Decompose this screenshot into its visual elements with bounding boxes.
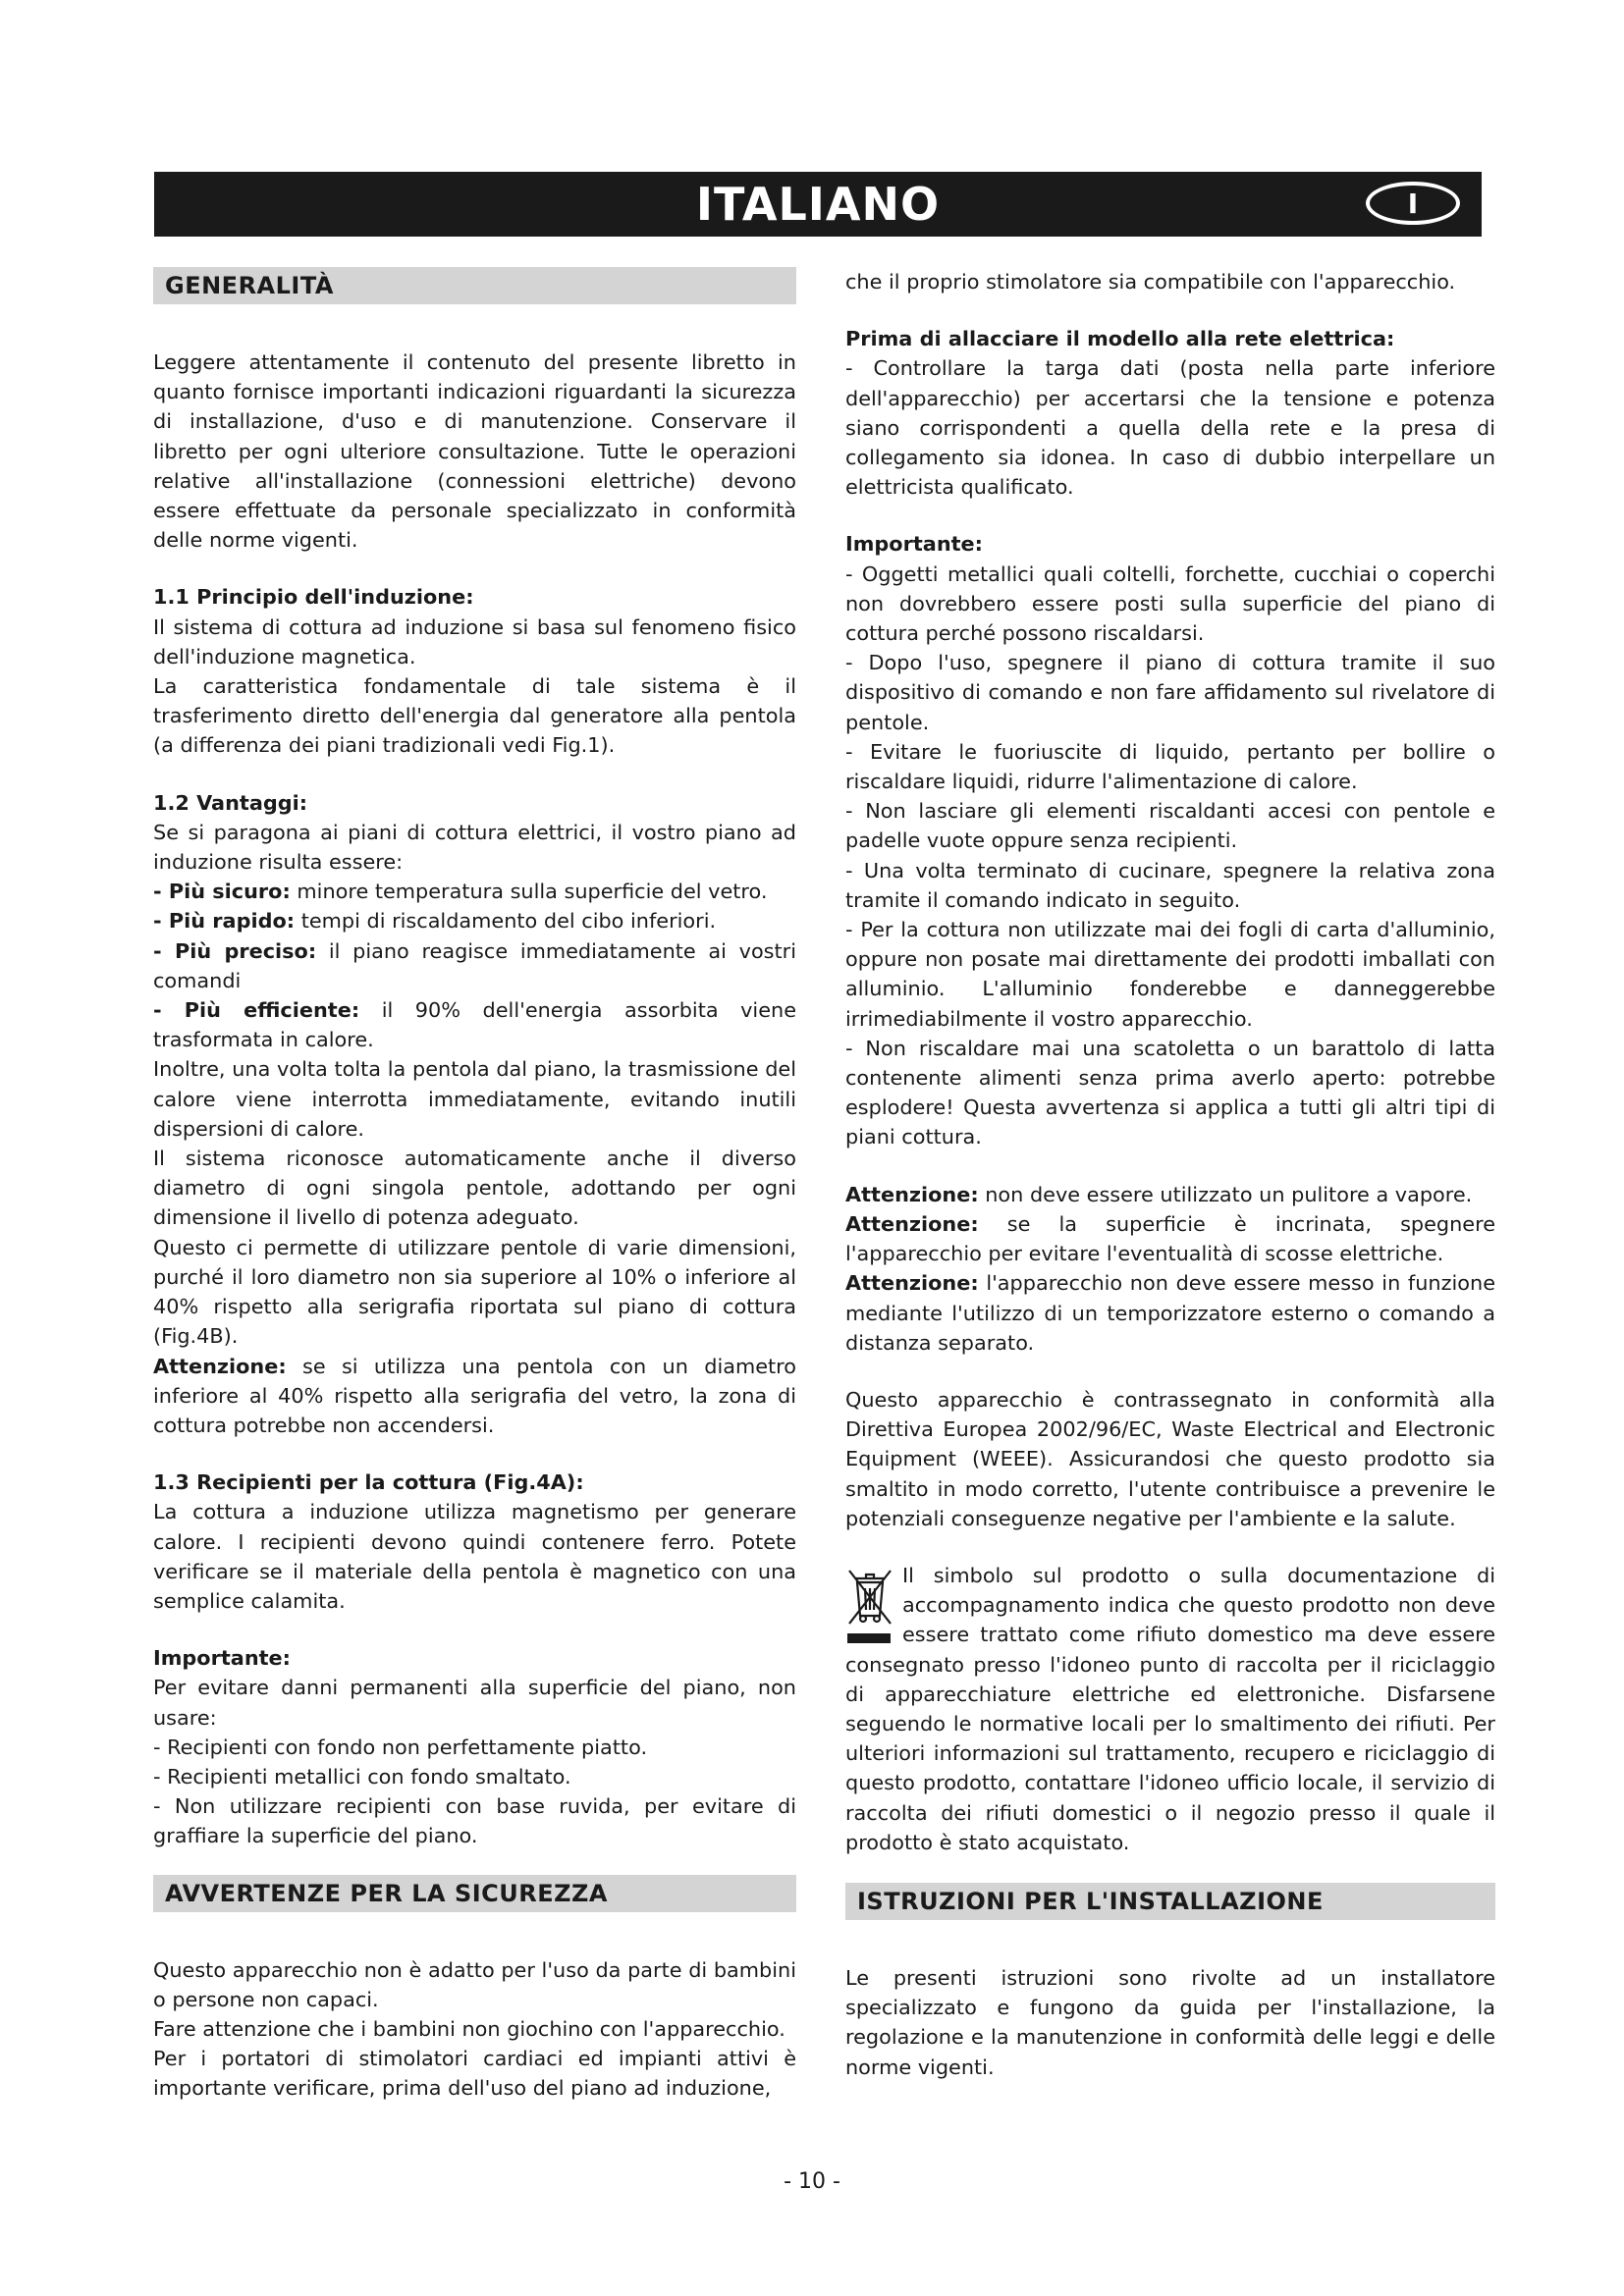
section-heading-sicurezza: AVVERTENZE PER LA SICUREZZA [153,1875,796,1912]
warning-text: l'apparecchio non deve essere messo in funzione mediante l'utilizzo di un temporizzatore esterno o comando a distanza separato. [845,1271,1495,1355]
advantage-item [153,995,796,1054]
paragraph: Per i portatori di stimolatori cardiaci ed impianti attivi è importante verificare, prima dell'uso del piano ad induzione, [153,2047,796,2101]
list-item: - Oggetti metallici quali coltelli, forchette, cucchiai o coperchi non dovrebbero essere posti sulla superficie del piano di cottura perché possono riscaldarsi. [845,561,1495,646]
advantage-text: tempi di riscaldamento del cibo inferiori. [295,909,717,934]
warning-paragraph [845,1180,1495,1209]
paragraph: Questo apparecchio è contrassegnato in conformità alla Direttiva Europea 2002/96/EC, Waste Electrical and Electronic Equipment (WEEE). Assicurandosi che questo prodotto sia smaltito in modo corretto, l'utente contribuisce a prevenire le potenziali conseguenze negative per l'ambiente e la salute. [845,1387,1495,1530]
subheading-induction-principle: 1.1 Principio dell'induzione: [153,585,474,610]
section-heading-installazione: ISTRUZIONI PER L'INSTALLAZIONE [845,1883,1495,1920]
paragraph: La caratteristica fondamentale di tale sistema è il trasferimento diretto dell'energia dal generatore alla pentola (a differenza dei piani tradizionali vedi Fig.1). [153,674,796,758]
warning-paragraph [845,1209,1495,1268]
paragraph: Fare attenzione che i bambini non giochino con l'apparecchio. [153,2016,785,2041]
subheading-before-connecting: Prima di allacciare il modello alla rete elettrica: [845,327,1395,351]
paragraph: Se si paragona ai piani di cottura elettrici, il vostro piano ad induzione risulta essere: [153,820,796,875]
paragraph: Inoltre, una volta tolta la pentola dal piano, la trasmissione del calore viene interrotta immediatamente, evitando inutili dispersioni di calore. [153,1057,796,1141]
warning-paragraph [845,1268,1495,1358]
list-item: - Recipienti con fondo non perfettamente piatto. [153,1735,648,1759]
subheading-advantages: 1.2 Vantaggi: [153,790,308,815]
paragraph: Questo ci permette di utilizzare pentole di varie dimensioni, purché il loro diametro non sia superiore al 10% o inferiore al 40% rispetto alla serigrafia riportata sul piano di cottura (Fig.4B). [153,1235,796,1349]
list-item: - Dopo l'uso, spegnere il piano di cottura tramite il suo dispositivo di comando e non fare affidamento sul rivelatore di pentole. [845,651,1495,734]
list-item: - Recipienti metallici con fondo smaltato. [153,1764,571,1789]
weee-paragraph: Il simbolo sul prodotto o sulla documentazione di accompagnamento indica che questo prodotto non deve essere trattato come rifiuto domestico ma deve essere consegnato presso l'idoneo punto di raccolta per il riciclaggio di apparecchiature elettriche ed elettroniche. Disfarsene seguendo le normative locali per lo smaltimento dei rifiuti. Per ulteriori informazioni sul trattamento, recupero e riciclaggio di questo prodotto, contattare l'idoneo ufficio locale, il servizio di raccolta dei rifiuti domestici o il negozio presso il quale il prodotto è stato acquistato. [845,1563,1495,1854]
paragraph: Le presenti istruzioni sono rivolte ad un installatore specializzato e fungono da guida per l'installazione, la regolazione e la manutenzione in conformità delle leggi e delle norme vigenti. [845,1965,1495,2079]
list-item: - Non lasciare gli elementi riscaldanti accesi con pentole e padelle vuote oppure senza recipienti. [845,799,1495,853]
warning-label: Attenzione: [153,1354,287,1378]
advantage-label: - Più efficiente: [153,998,360,1023]
subheading-cookware: 1.3 Recipienti per la cottura (Fig.4A): [153,1470,584,1495]
paragraph: Il sistema riconosce automaticamente anche il diverso diametro di ogni singola pentole, adottando per ogni dimensione il livello di potenza adeguato. [153,1147,796,1230]
paragraph-continued: che il proprio stimolatore sia compatibile con l'apparecchio. [845,270,1456,294]
page-number: - 10 - [784,2169,840,2194]
list-item: - Una volta terminato di cucinare, spegnere la relativa zona tramite il comando indicato in seguito. [845,858,1495,912]
warning-label: Attenzione: [845,1271,979,1296]
left-column [153,267,796,2104]
paragraph: - Controllare la targa dati (posta nella parte inferiore dell'apparecchio) per accertarsi che la tensione e potenza siano corrispondenti a quella della rete e la presa di collegamento sia idonea. In caso di dubbio interpellare un elettricista qualificato. [845,356,1495,500]
right-column [845,267,1495,2082]
list-item: - Non utilizzare recipienti con base ruvida, per evitare di graffiare la superficie del piano. [153,1794,796,1848]
warning-text: se si utilizza una pentola con un diametro inferiore al 40% rispetto alla serigrafia del vetro, la zona di cottura potrebbe non accendersi. [153,1354,796,1437]
advantage-label: - Più preciso: [153,938,317,963]
advantage-text: minore temperatura sulla superficie del vetro. [290,880,768,904]
warning-label: Attenzione: [845,1182,979,1206]
advantage-item [153,936,796,995]
advantage-item [153,906,796,935]
language-banner [154,172,1482,237]
advantage-text: il piano reagisce immediatamente ai vostri comandi [153,938,796,992]
paragraph: Questo apparecchio non è adatto per l'uso da parte di bambini o persone non capaci. [153,1957,796,2011]
advantage-label: - Più sicuro: [153,880,291,904]
list-item: - Evitare le fuoriuscite di liquido, pertanto per bollire o riscaldare liquidi, ridurre l'alimentazione di calore. [845,739,1495,794]
weee-block [845,1561,1495,1857]
paragraph: La cottura a induzione utilizza magnetismo per generare calore. I recipienti devono quindi contenere ferro. Potete verificare se il materiale della pentola è magnetico con una semplice calamita. [153,1500,796,1613]
warning-paragraph [153,1352,796,1441]
crossed-bin-icon [845,1565,894,1647]
subheading-important: Importante: [153,1646,291,1671]
banner-title: ITALIANO [695,178,941,231]
advantage-text: il 90% dell'energia assorbita viene trasformata in calore. [153,998,796,1052]
intro-paragraph: Leggere attentamente il contenuto del presente libretto in quanto fornisce importanti indicazioni riguardanti la sicurezza di installazione, d'uso e di manutenzione. Conservare il libretto per ogni ulteriore consultazione. Tutte le operazioni relative all'installazione (connessioni elettriche) devono essere effettuate da personale specializzato in conformità delle norme vigenti. [153,350,796,553]
subheading-important-safety: Importante: [845,532,983,557]
warning-text: non deve essere utilizzato un pulitore a vapore. [978,1182,1473,1206]
list-item: - Per la cottura non utilizzate mai dei fogli di carta d'alluminio, oppure non posate mai direttamente dei prodotti imballati con alluminio. L'alluminio fonderebbe e danneggerebbe irrimediabilmente il vostro apparecchio. [845,918,1495,1031]
warning-text: se la superficie è incrinata, spegnere l'apparecchio per evitare l'eventualità di scosse elettriche. [845,1211,1495,1266]
warning-label: Attenzione: [845,1211,979,1236]
paragraph: Il sistema di cottura ad induzione si basa sul fenomeno fisico dell'induzione magnetica. [153,614,796,668]
advantage-label: - Più rapido: [153,909,296,934]
paragraph: Per evitare danni permanenti alla superficie del piano, non usare: [153,1676,796,1730]
language-code-badge: I [1366,182,1460,225]
section-heading-generalita: GENERALITÀ [153,267,796,304]
list-item: - Non riscaldare mai una scatoletta o un barattolo di latta contenente alimenti senza prima averlo aperto: potrebbe esplodere! Questa avvertenza si applica a tutti gli altri tipi di piani cottura. [845,1036,1495,1149]
advantage-item [153,877,796,906]
